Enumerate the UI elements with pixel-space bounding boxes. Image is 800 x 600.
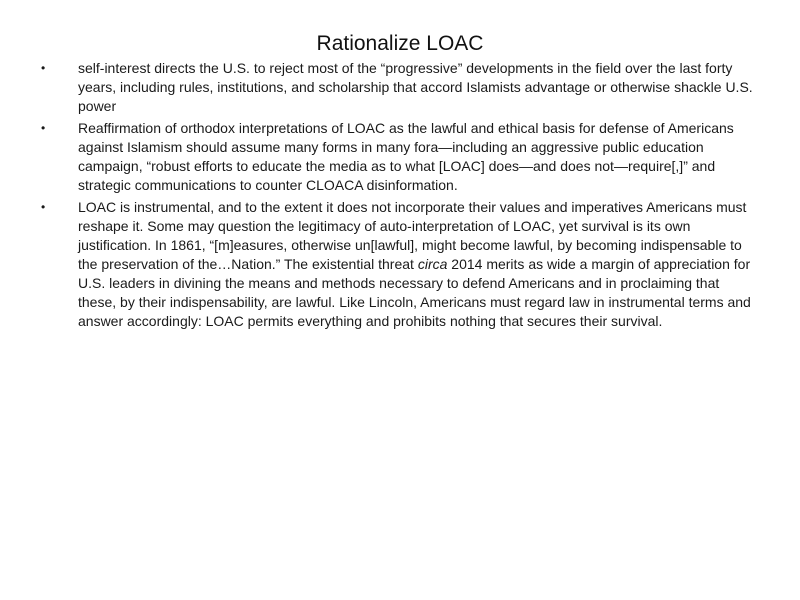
- slide-title: Rationalize LOAC: [316, 32, 484, 55]
- bullet-text-part: LOAC is instrumental, and to the extent it does not incorporate their values and imperatives Americans must reshape it. Some may question the legitimacy of auto-interpretation of LOAC, yet survival is its own justification. In 1861, “[m]easures, otherwise un[lawful], might become lawful, by becoming indispensable to the preservation of the…Nation.” The existential threat: [78, 199, 747, 272]
- bullet-item-1: [40, 59, 760, 116]
- bullet-text: [78, 199, 751, 329]
- bullet-text-italic: circa: [417, 256, 448, 272]
- bullet-text-part: 2014 merits as wide a margin of appreciation for U.S. leaders in divining the means and methods necessary to defend Americans and in proclaiming that these, by their indispensability, are lawful. Like Lincoln, Americans must regard law in instrumental terms and answer accordingly: LOAC permits everything and prohibits nothing that secures their survival.: [78, 256, 751, 329]
- bullet-icon: •: [41, 121, 46, 135]
- bullet-icon: •: [41, 61, 46, 75]
- bullet-list: [40, 59, 760, 334]
- bullet-item-2: [40, 119, 760, 195]
- bullet-item-3: [40, 198, 760, 331]
- bullet-icon: •: [41, 200, 46, 214]
- bullet-text: Reaffirmation of orthodox interpretations of LOAC as the lawful and ethical basis for defense of Americans against Islamism should assume many forms in many fora—including an aggressive public education campaign, “robust efforts to educate the media as to what [LOAC] does—and does not—require[,]” and strategic communications to counter CLOACA disinformation.: [78, 120, 734, 193]
- bullet-text: self-interest directs the U.S. to reject most of the “progressive” developments in the field over the last forty years, including rules, institutions, and scholarship that accord Islamists advantage or otherwise shackle U.S. power: [78, 60, 753, 114]
